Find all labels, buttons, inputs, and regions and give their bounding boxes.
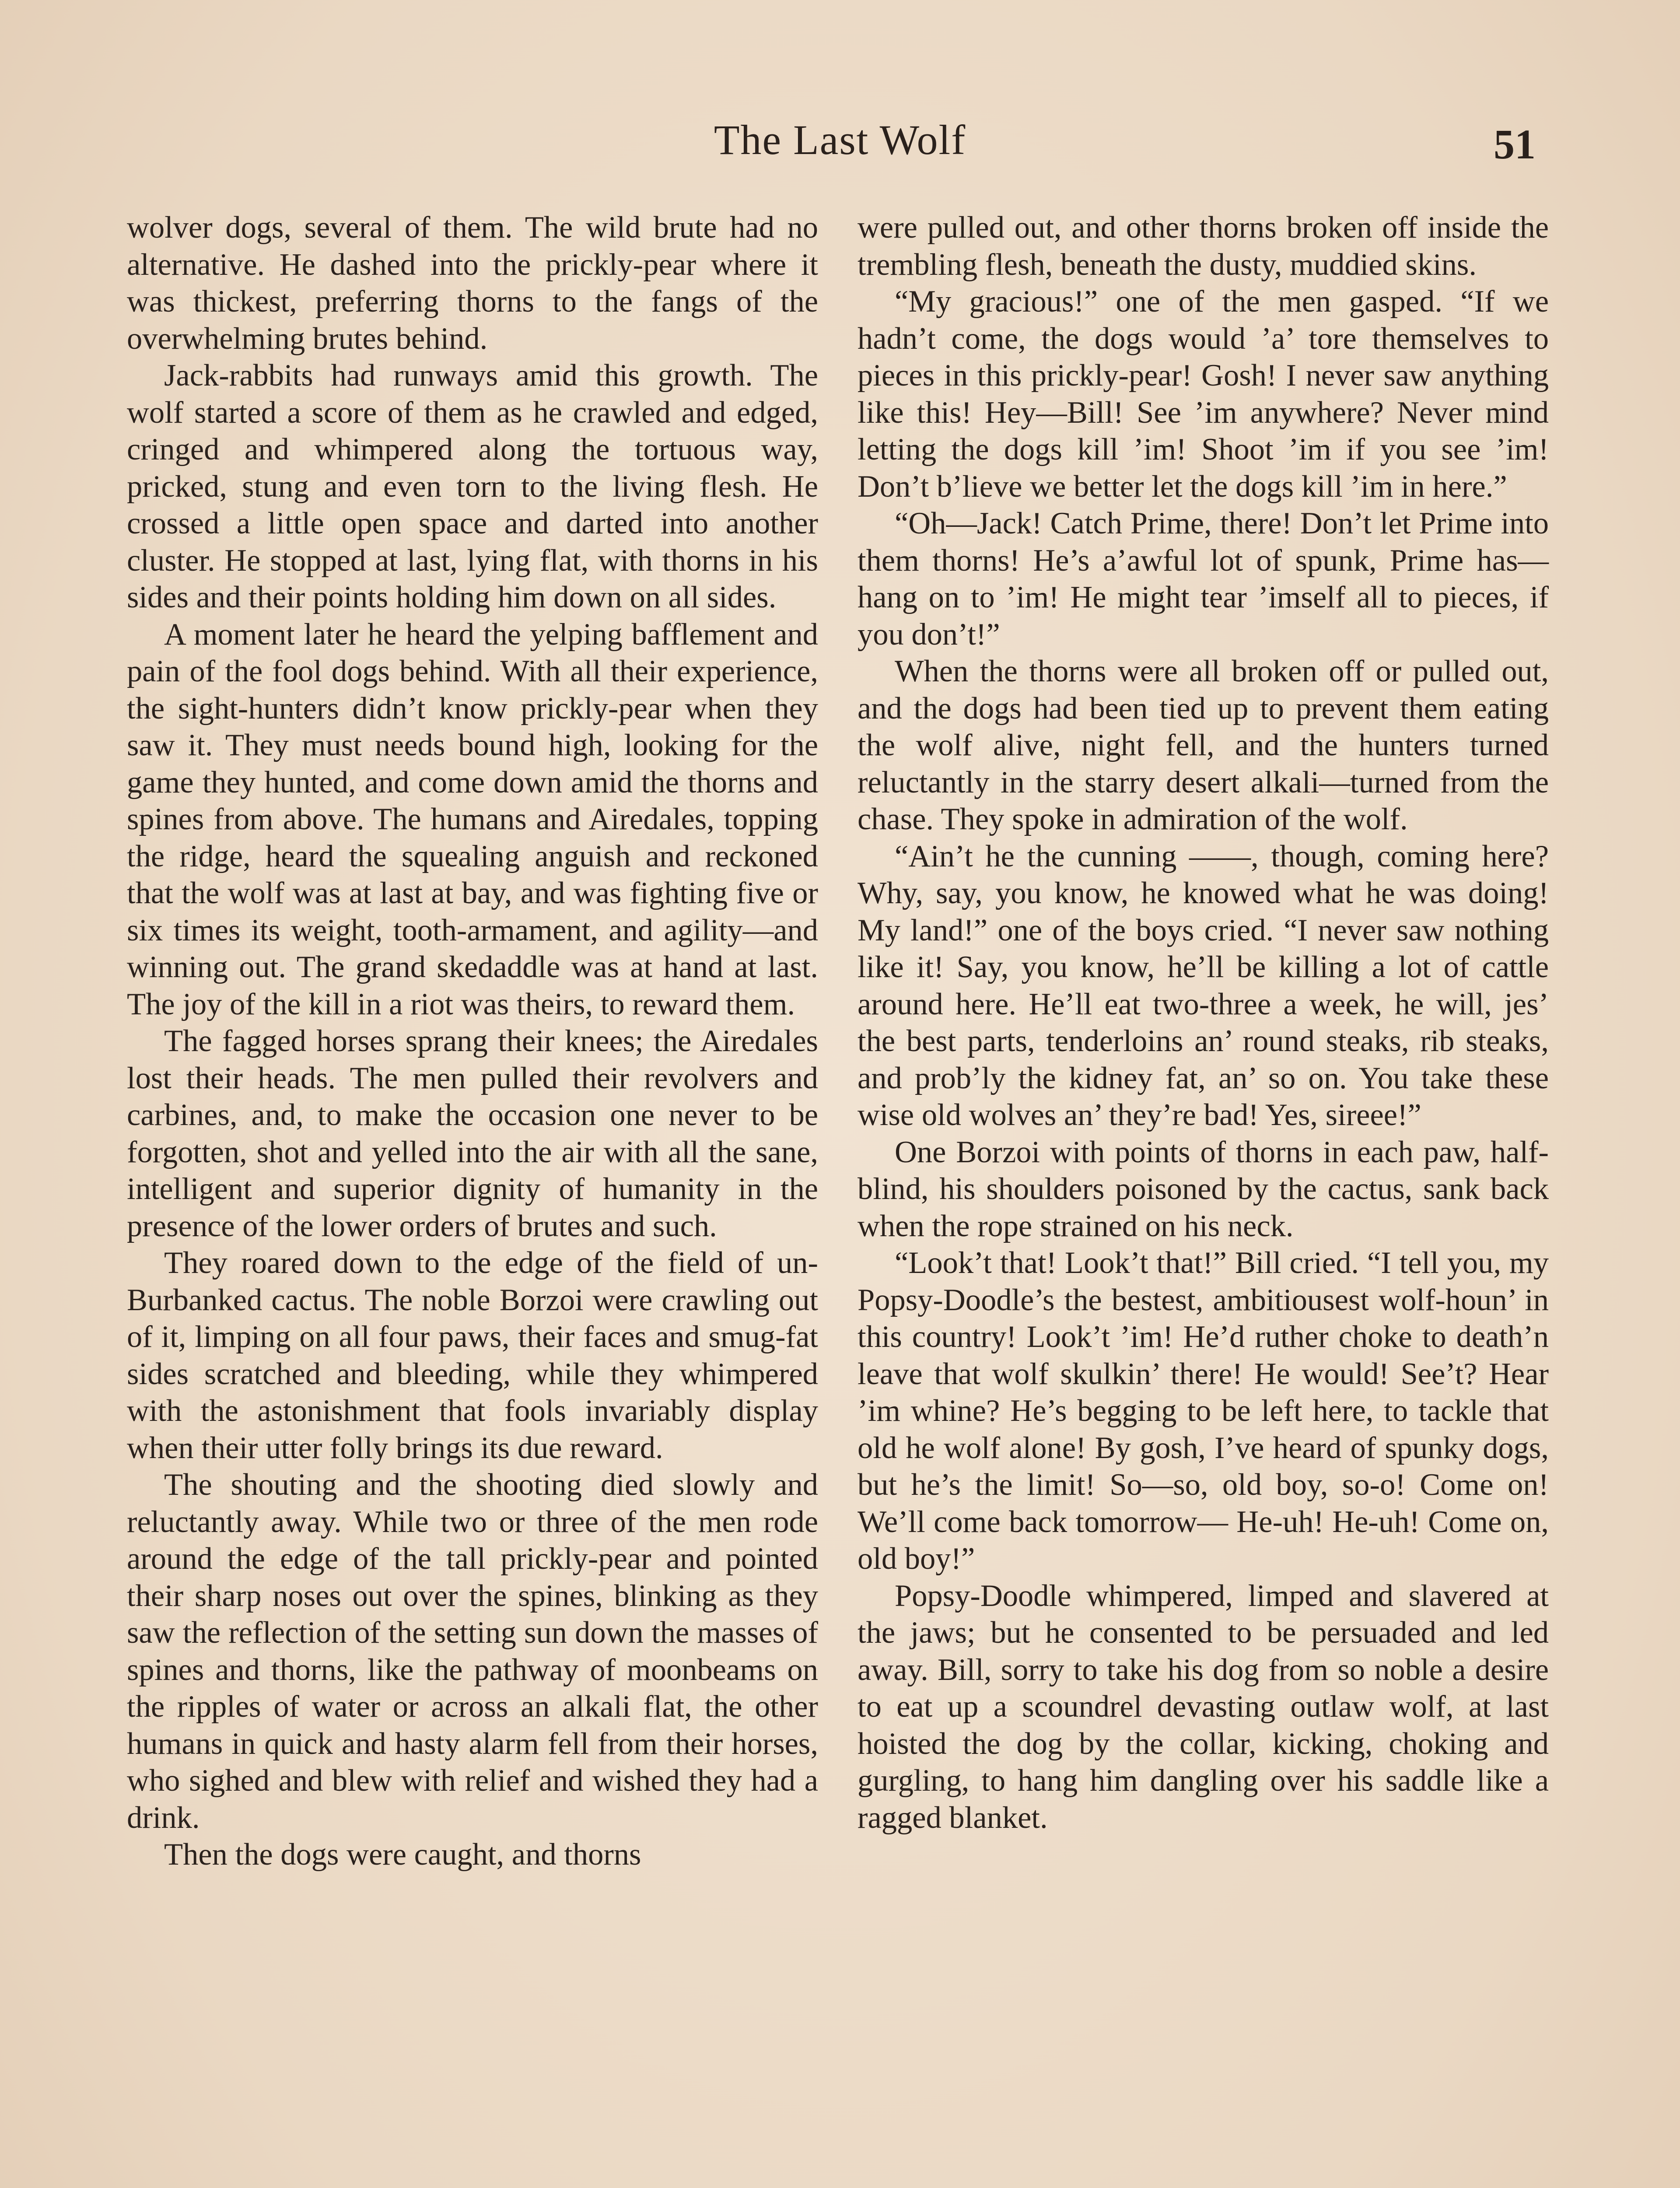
- paragraph: They roared down to the edge of the field of un-Burbanked cactus. The noble Borzoi were crawling out of it, limping on all four paws, their faces and smug-fat sides scratched and bleeding, while they whimpered with the astonishment that fools invariably display when their utter folly brings its due reward.: [127, 1246, 818, 1465]
- paragraph: Then the dogs were caught, and thorns: [164, 1837, 641, 1872]
- paragraph: When the thorns were all broken off or pulled out, and the dogs had been tied up to prevent them eating the wolf alive, night fell, and the hunters turned reluctantly in the starry desert alkali—turned from the chase. They spoke in admiration of the wolf.: [858, 654, 1549, 836]
- page-number: 51: [1494, 121, 1536, 168]
- paragraph: The fagged horses sprang their knees; the Airedales lost their heads. The men pulled their revolvers and carbines, and, to make the occasion one never to be forgotten, shot and yelled into the air with all the sane, intelligent and superior dignity of humanity in the presence of the lower orders of brutes and such.: [127, 1024, 818, 1243]
- right-column: [858, 209, 1549, 1836]
- paragraph: were pulled out, and other thorns broken off inside the trembling flesh, beneath the dusty, muddied skins.: [858, 210, 1549, 282]
- paragraph: “Oh—Jack! Catch Prime, there! Don’t let Prime into them thorns! He’s a’awful lot of spunk, Prime has—hang on to ’im! He might tear ’imself all to pieces, if you don’t!”: [858, 506, 1549, 652]
- left-column: [127, 209, 818, 1873]
- paragraph: A moment later he heard the yelping bafflement and pain of the fool dogs behind. With all their experience, the sight-hunters didn’t know prickly-pear when they saw it. They must needs bound high, looking for the game they hunted, and come down amid the thorns and spines from above. The humans and Airedales, topping the ridge, heard the squealing anguish and reckoned that the wolf was at last at bay, and was fighting five or six times its weight, tooth-armament, and agility—and winning out. The grand skedaddle was at hand at last. The joy of the kill in a riot was theirs, to reward them.: [127, 617, 818, 1021]
- paragraph: Jack-rabbits had runways amid this growth. The wolf started a score of them as he crawled and edged, cringed and whimpered along the tortuous way, pricked, stung and even torn to the living flesh. He crossed a little open space and darted into another cluster. He stopped at last, lying flat, with thorns in his sides and their points holding him down on all sides.: [127, 358, 818, 614]
- page-header: [0, 114, 1680, 166]
- paragraph: One Borzoi with points of thorns in each paw, half-blind, his shoulders poisoned by the cactus, sank back when the rope strained on his neck.: [858, 1135, 1549, 1243]
- paragraph: “My gracious!” one of the men gasped. “If we hadn’t come, the dogs would ’a’ tore themselves to pieces in this prickly-pear! Gosh! I never saw anything like this! Hey—Bill! See ’im anywhere? Never mind letting the dogs kill ’im! Shoot ’im if you see ’im! Don’t b’lieve we better let the dogs kill ’im in here.”: [858, 284, 1549, 504]
- paragraph: The shouting and the shooting died slowly and reluctantly away. While two or three of the men rode around the edge of the tall prickly-pear and pointed their sharp noses out over the spines, blinking as they saw the reflection of the setting sun down the masses of spines and thorns, like the pathway of moonbeams on the ripples of water or across an alkali flat, the other humans in quick and hasty alarm fell from their horses, who sighed and blew with relief and wished they had a drink.: [127, 1468, 818, 1835]
- paragraph: “Ain’t he the cunning ——, though, coming here? Why, say, you know, he knowed what he was doing! My land!” one of the boys cried. “I never saw nothing like it! Say, you know, he’ll be killing a lot of cattle around here. He’ll eat two-three a week, he will, jes’ the best parts, tenderloins an’ round steaks, rib steaks, and prob’ly the kidney fat, an’ so on. You take these wise old wolves an’ they’re bad! Yes, sireee!”: [858, 839, 1549, 1132]
- paragraph: “Look’t that! Look’t that!” Bill cried. “I tell you, my Popsy-Doodle’s the bestest, ambitiousest wolf-houn’ in this country! Look’t ’im! He’d ruther choke to death’n leave that wolf skulkin’ there! He would! See’t? Hear ’im whine? He’s begging to be left here, to tackle that old he wolf alone! By gosh, I’ve heard of spunky dogs, but he’s the limit! So—so, old boy, so-o! Come on! We’ll come back tomorrow— He-uh! He-uh! Come on, old boy!”: [858, 1246, 1549, 1576]
- paragraph: wolver dogs, several of them. The wild brute had no alternative. He dashed into the prickly-pear where it was thickest, preferring thorns to the fangs of the overwhelming brutes behind.: [127, 210, 818, 356]
- running-title: The Last Wolf: [714, 116, 966, 163]
- paragraph: Popsy-Doodle whimpered, limped and slavered at the jaws; but he consented to be persuaded and led away. Bill, sorry to take his dog from so noble a desire to eat up a scoundrel devasting outlaw wolf, at last hoisted the dog by the collar, kicking, choking and gurgling, to hang him dangling over his saddle like a ragged blanket.: [858, 1578, 1549, 1835]
